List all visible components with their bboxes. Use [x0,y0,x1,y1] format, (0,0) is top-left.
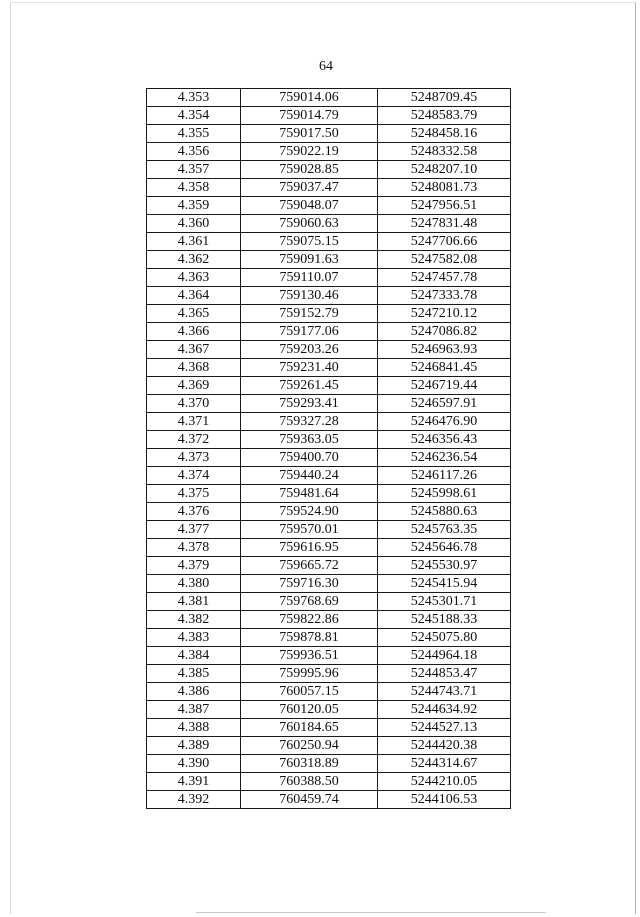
point-id-cell: 4.372 [147,431,241,449]
table-row [147,683,511,701]
table-row [147,251,511,269]
table-row [147,791,511,809]
x-coordinate-cell: 759481.64 [241,485,378,503]
x-coordinate-cell: 759014.79 [241,107,378,125]
y-coordinate-cell: 5244106.53 [378,791,511,809]
x-coordinate-cell: 760318.89 [241,755,378,773]
x-coordinate-cell: 759060.63 [241,215,378,233]
point-id-cell: 4.391 [147,773,241,791]
x-coordinate-cell: 759665.72 [241,557,378,575]
x-coordinate-cell: 759110.07 [241,269,378,287]
point-id-cell: 4.378 [147,539,241,557]
table-row [147,647,511,665]
point-id-cell: 4.379 [147,557,241,575]
table-row [147,413,511,431]
x-coordinate-cell: 759075.15 [241,233,378,251]
y-coordinate-cell: 5247831.48 [378,215,511,233]
y-coordinate-cell: 5244314.67 [378,755,511,773]
point-id-cell: 4.366 [147,323,241,341]
point-id-cell: 4.383 [147,629,241,647]
table-row [147,431,511,449]
y-coordinate-cell: 5247706.66 [378,233,511,251]
point-id-cell: 4.375 [147,485,241,503]
x-coordinate-cell: 759091.63 [241,251,378,269]
point-id-cell: 4.390 [147,755,241,773]
point-id-cell: 4.356 [147,143,241,161]
table-row [147,179,511,197]
x-coordinate-cell: 759028.85 [241,161,378,179]
x-coordinate-cell: 759017.50 [241,125,378,143]
y-coordinate-cell: 5245530.97 [378,557,511,575]
footer-divider [196,912,546,913]
point-id-cell: 4.386 [147,683,241,701]
y-coordinate-cell: 5246356.43 [378,431,511,449]
point-id-cell: 4.368 [147,359,241,377]
point-id-cell: 4.358 [147,179,241,197]
x-coordinate-cell: 759037.47 [241,179,378,197]
table-row [147,287,511,305]
y-coordinate-cell: 5245075.80 [378,629,511,647]
table-row [147,395,511,413]
x-coordinate-cell: 759878.81 [241,629,378,647]
x-coordinate-cell: 759231.40 [241,359,378,377]
x-coordinate-cell: 759768.69 [241,593,378,611]
table-row [147,701,511,719]
point-id-cell: 4.369 [147,377,241,395]
table-row [147,215,511,233]
table-row [147,593,511,611]
point-id-cell: 4.360 [147,215,241,233]
x-coordinate-cell: 759048.07 [241,197,378,215]
point-id-cell: 4.354 [147,107,241,125]
y-coordinate-cell: 5247956.51 [378,197,511,215]
table-row [147,539,511,557]
x-coordinate-cell: 760250.94 [241,737,378,755]
y-coordinate-cell: 5247457.78 [378,269,511,287]
point-id-cell: 4.362 [147,251,241,269]
table-row [147,107,511,125]
table-row [147,773,511,791]
y-coordinate-cell: 5246963.93 [378,341,511,359]
point-id-cell: 4.387 [147,701,241,719]
table-row [147,503,511,521]
x-coordinate-cell: 759022.19 [241,143,378,161]
x-coordinate-cell: 759616.95 [241,539,378,557]
point-id-cell: 4.353 [147,89,241,107]
table-row [147,449,511,467]
y-coordinate-cell: 5246476.90 [378,413,511,431]
y-coordinate-cell: 5244743.71 [378,683,511,701]
y-coordinate-cell: 5248332.58 [378,143,511,161]
x-coordinate-cell: 759130.46 [241,287,378,305]
table-row [147,755,511,773]
y-coordinate-cell: 5246719.44 [378,377,511,395]
x-coordinate-cell: 759716.30 [241,575,378,593]
table-row [147,269,511,287]
y-coordinate-cell: 5247582.08 [378,251,511,269]
x-coordinate-cell: 759363.05 [241,431,378,449]
y-coordinate-cell: 5245880.63 [378,503,511,521]
x-coordinate-cell: 759936.51 [241,647,378,665]
y-coordinate-cell: 5246841.45 [378,359,511,377]
point-id-cell: 4.377 [147,521,241,539]
point-id-cell: 4.388 [147,719,241,737]
point-id-cell: 4.376 [147,503,241,521]
y-coordinate-cell: 5248207.10 [378,161,511,179]
coordinates-table-body [147,89,511,809]
y-coordinate-cell: 5246117.26 [378,467,511,485]
table-row [147,233,511,251]
point-id-cell: 4.373 [147,449,241,467]
point-id-cell: 4.389 [147,737,241,755]
table-row [147,161,511,179]
point-id-cell: 4.385 [147,665,241,683]
table-row [147,143,511,161]
table-row [147,665,511,683]
x-coordinate-cell: 759995.96 [241,665,378,683]
y-coordinate-cell: 5246597.91 [378,395,511,413]
table-row [147,575,511,593]
table-row [147,341,511,359]
point-id-cell: 4.361 [147,233,241,251]
y-coordinate-cell: 5247333.78 [378,287,511,305]
table-row [147,359,511,377]
point-id-cell: 4.380 [147,575,241,593]
x-coordinate-cell: 759177.06 [241,323,378,341]
table-row [147,467,511,485]
point-id-cell: 4.367 [147,341,241,359]
point-id-cell: 4.384 [147,647,241,665]
coordinates-table [146,88,511,809]
x-coordinate-cell: 759822.86 [241,611,378,629]
x-coordinate-cell: 760057.15 [241,683,378,701]
table-row [147,719,511,737]
point-id-cell: 4.357 [147,161,241,179]
x-coordinate-cell: 760184.65 [241,719,378,737]
x-coordinate-cell: 759327.28 [241,413,378,431]
x-coordinate-cell: 759261.45 [241,377,378,395]
table-row [147,125,511,143]
point-id-cell: 4.355 [147,125,241,143]
table-row [147,737,511,755]
x-coordinate-cell: 759400.70 [241,449,378,467]
y-coordinate-cell: 5248081.73 [378,179,511,197]
point-id-cell: 4.370 [147,395,241,413]
table-row [147,629,511,647]
y-coordinate-cell: 5248458.16 [378,125,511,143]
y-coordinate-cell: 5244634.92 [378,701,511,719]
y-coordinate-cell: 5245301.71 [378,593,511,611]
table-row [147,557,511,575]
point-id-cell: 4.359 [147,197,241,215]
x-coordinate-cell: 759152.79 [241,305,378,323]
x-coordinate-cell: 759524.90 [241,503,378,521]
point-id-cell: 4.382 [147,611,241,629]
table-row [147,305,511,323]
table-row [147,323,511,341]
point-id-cell: 4.371 [147,413,241,431]
x-coordinate-cell: 759203.26 [241,341,378,359]
y-coordinate-cell: 5245415.94 [378,575,511,593]
point-id-cell: 4.392 [147,791,241,809]
y-coordinate-cell: 5245998.61 [378,485,511,503]
y-coordinate-cell: 5248583.79 [378,107,511,125]
table-row [147,485,511,503]
y-coordinate-cell: 5247210.12 [378,305,511,323]
y-coordinate-cell: 5245188.33 [378,611,511,629]
table-row [147,521,511,539]
point-id-cell: 4.364 [147,287,241,305]
table-row [147,197,511,215]
point-id-cell: 4.363 [147,269,241,287]
x-coordinate-cell: 759014.06 [241,89,378,107]
y-coordinate-cell: 5246236.54 [378,449,511,467]
x-coordinate-cell: 759570.01 [241,521,378,539]
y-coordinate-cell: 5247086.82 [378,323,511,341]
x-coordinate-cell: 760120.05 [241,701,378,719]
x-coordinate-cell: 759293.41 [241,395,378,413]
table-row [147,89,511,107]
table-row [147,377,511,395]
y-coordinate-cell: 5244420.38 [378,737,511,755]
y-coordinate-cell: 5245763.35 [378,521,511,539]
point-id-cell: 4.381 [147,593,241,611]
y-coordinate-cell: 5244964.18 [378,647,511,665]
page-number: 64 [319,59,333,74]
y-coordinate-cell: 5244527.13 [378,719,511,737]
table-row [147,611,511,629]
y-coordinate-cell: 5245646.78 [378,539,511,557]
y-coordinate-cell: 5244853.47 [378,665,511,683]
point-id-cell: 4.374 [147,467,241,485]
x-coordinate-cell: 759440.24 [241,467,378,485]
x-coordinate-cell: 760459.74 [241,791,378,809]
y-coordinate-cell: 5244210.05 [378,773,511,791]
point-id-cell: 4.365 [147,305,241,323]
y-coordinate-cell: 5248709.45 [378,89,511,107]
x-coordinate-cell: 760388.50 [241,773,378,791]
